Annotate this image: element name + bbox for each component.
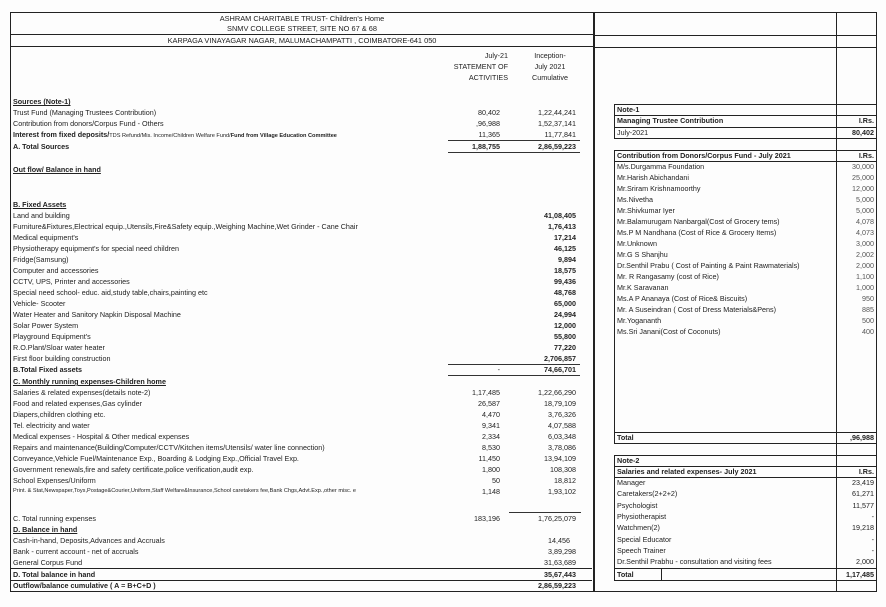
note1-title xyxy=(614,104,877,115)
donor-name: Mr.Unknown xyxy=(617,239,657,248)
row-label: R.O.Plant/Sloar water heater xyxy=(13,343,105,352)
donors-heading-row xyxy=(614,150,877,161)
note-heading: Managing Trustee Contribution xyxy=(617,116,724,125)
donor-name: Mr.Balamurugam Nanbargal(Cost of Grocery tems) xyxy=(617,217,780,226)
donor-name: Mr.Sriram Krishnamoorthy xyxy=(617,184,701,193)
salary-row xyxy=(614,477,877,488)
salary-role: Watchmen(2) xyxy=(617,523,660,533)
table-row xyxy=(13,129,591,140)
table-row xyxy=(13,464,591,475)
salary-row xyxy=(614,556,877,567)
row-value-cumulative: 3,78,086 xyxy=(548,443,576,452)
row-label: Trust Fund (Managing Trustees Contribution) xyxy=(13,108,157,117)
row-label: B.Total Fixed assets xyxy=(13,365,82,374)
row-value-cumulative: 99,436 xyxy=(554,277,576,286)
salary-role: Manager xyxy=(617,478,646,487)
donor-amount: 4,073 xyxy=(856,228,874,237)
row-value-cumulative: 1,76,413 xyxy=(548,222,576,231)
table-row xyxy=(13,557,591,568)
row-value-month: 2,334 xyxy=(482,432,500,441)
row-value-cumulative: 1,93,102 xyxy=(548,487,576,496)
row-value-cumulative: 3,76,326 xyxy=(548,410,576,419)
row-value-cumulative: 13,94,109 xyxy=(544,454,576,463)
donor-amount: 12,000 xyxy=(852,184,874,193)
row-label: Government renewals,fire and safety certificate,police verification,audit exp. xyxy=(13,465,254,474)
section-title: Out flow/ Balance in hand xyxy=(13,165,101,174)
total-rule xyxy=(448,152,580,153)
notes-divider xyxy=(594,47,877,48)
donor-row xyxy=(614,315,877,326)
notes-divider xyxy=(594,35,877,36)
row-value: 1,17,485 xyxy=(846,570,874,579)
donor-row xyxy=(614,161,877,172)
row-value-cumulative: 55,800 xyxy=(554,332,576,341)
row-value-month: 50 xyxy=(492,476,500,485)
row-label: Outflow/balance cumulative ( A = B+C+D ) xyxy=(13,581,156,590)
donor-row xyxy=(614,282,877,293)
donor-amount: 25,000 xyxy=(852,173,874,182)
row-value-cumulative: 18,575 xyxy=(554,266,576,275)
row-value: ,96,988 xyxy=(850,433,874,442)
note2-title xyxy=(614,455,877,466)
note1-heading-row xyxy=(614,115,877,126)
row-label: Conveyance,Vehicle Fuel/Maintenance Exp., Boarding & Lodging Exp.,Official Travel Exp. xyxy=(13,454,299,463)
row-value-cumulative: 1,76,25,079 xyxy=(538,514,576,523)
row-value-cumulative: 41,08,405 xyxy=(544,211,576,220)
row-value-month: 11,450 xyxy=(478,454,500,463)
section-title-fixed-assets xyxy=(13,199,591,210)
row-label: Total xyxy=(617,433,634,442)
unit-label: I.Rs. xyxy=(858,467,874,476)
table-row xyxy=(13,398,591,409)
section-title: Sources (Note-1) xyxy=(13,97,71,106)
section-title: D. Balance in hand xyxy=(13,525,78,534)
donor-name: Mr.G S Shanjhu xyxy=(617,250,668,259)
salary-amount: 23,419 xyxy=(852,478,874,487)
donor-amount: 500 xyxy=(862,316,874,325)
donor-amount: 4,078 xyxy=(856,217,874,226)
row-value-cumulative: 1,52,37,141 xyxy=(538,119,576,128)
row-value-cumulative: 2,86,59,223 xyxy=(538,581,576,590)
donor-row xyxy=(614,172,877,183)
row-label: Salaries & related expenses(details note-2) xyxy=(13,388,151,397)
row-label: Vehicle- Scooter xyxy=(13,299,66,308)
salary-amount: 11,577 xyxy=(852,500,874,510)
row-label: Print. & Stat,Newspaper,Toys,Postage&Courier,Uniform,Staff Welfare&Insurance,School caretakers fee,Bank Chgs,Advt.Exp.,other misc. e xyxy=(13,488,357,494)
donor-row xyxy=(614,249,877,260)
salary-amount: - xyxy=(871,534,874,544)
table-row xyxy=(13,535,591,546)
table-row xyxy=(13,387,591,398)
table-row-total xyxy=(13,364,591,375)
table-row xyxy=(13,221,591,232)
donor-row xyxy=(614,326,877,337)
row-label-small: TDS Refund/Mis. Income/Children Welfare Fund/ xyxy=(109,133,231,139)
table-row xyxy=(13,276,591,287)
salary-amount: - xyxy=(871,511,874,521)
donor-row xyxy=(614,227,877,238)
table-row xyxy=(13,265,591,276)
section-title-sources xyxy=(13,96,591,107)
donor-name: Dr.Senthil Prabu ( Cost of Painting & Paint Rawmaterials) xyxy=(617,261,800,270)
row-value: 80,402 xyxy=(852,128,874,137)
section-title-outflow xyxy=(13,164,591,175)
donor-amount: 2,002 xyxy=(856,250,874,259)
row-label: A. Total Sources xyxy=(13,142,70,151)
row-label: CCTV, UPS, Printer and accessories xyxy=(13,277,130,286)
row-value-month: 1,17,485 xyxy=(472,388,500,397)
donor-name: M/s.Durgamma Foundation xyxy=(617,162,705,171)
column-header-month xyxy=(430,50,508,83)
donor-amount: 2,000 xyxy=(856,261,874,270)
table-row-total xyxy=(13,141,591,152)
donor-row xyxy=(614,194,877,205)
salary-role: Physiotherapist xyxy=(617,511,667,521)
donor-row xyxy=(614,260,877,271)
row-label: Land and building xyxy=(13,211,70,220)
donor-name: Mr. A Suseindran ( Cost of Dress Materials&Pens) xyxy=(617,305,776,314)
column-header-line: Cumulative xyxy=(532,73,568,82)
row-value-cumulative: 31,63,689 xyxy=(544,558,576,567)
donor-name: Ms.P M Nandhana (Cost of Rice & Grocery Items) xyxy=(617,228,777,237)
donor-row xyxy=(614,238,877,249)
note2-heading-row xyxy=(614,466,877,477)
row-value-cumulative: 2,706,857 xyxy=(544,354,576,363)
donor-amount: 400 xyxy=(862,327,874,336)
salary-row xyxy=(614,522,877,533)
column-header-line: July 2021 xyxy=(534,62,566,71)
section-title: C. Monthly running expenses-Children home xyxy=(13,377,166,386)
row-value-cumulative: 74,66,701 xyxy=(544,365,576,374)
salary-row xyxy=(614,488,877,499)
donor-row xyxy=(614,293,877,304)
table-row-total xyxy=(13,513,591,524)
row-value-cumulative: 6,03,348 xyxy=(548,432,576,441)
row-label: Contribution from donors/Corpus Fund - Others xyxy=(13,119,164,128)
row-label: School Expenses/Uniform xyxy=(13,476,96,485)
donor-row xyxy=(614,205,877,216)
table-row-total-text xyxy=(13,569,591,580)
row-value-cumulative: 35,67,443 xyxy=(544,570,576,579)
donor-name: Ms.Sri Janani(Cost of Coconuts) xyxy=(617,327,721,336)
table-row xyxy=(13,118,591,129)
donor-name: Mr. R Rangasamy (cost of Rice) xyxy=(617,272,719,281)
statement-subheader xyxy=(10,35,594,47)
row-value-month: ,96,988 xyxy=(476,119,500,128)
row-label: July-2021 xyxy=(617,128,649,137)
row-value-month: 26,587 xyxy=(478,399,500,408)
table-row-grand-total-text xyxy=(13,580,591,591)
salary-role: Speech Trainer xyxy=(617,545,666,555)
column-header-line: ACTIVITIES xyxy=(468,73,508,82)
row-value-month: 183,196 xyxy=(474,514,500,523)
table-row xyxy=(13,331,591,342)
note-title: Note-1 xyxy=(617,105,640,114)
row-value-cumulative: 17,214 xyxy=(554,233,576,242)
column-header-line: Inception- xyxy=(534,51,566,60)
table-row xyxy=(13,287,591,298)
table-row xyxy=(13,298,591,309)
donor-row xyxy=(614,304,877,315)
note-heading: Contribution from Donors/Corpus Fund - July 2021 xyxy=(617,151,791,160)
row-label: Medical expenses - Hospital & Other medical expenses xyxy=(13,432,190,441)
donor-row xyxy=(614,216,877,227)
row-value-month: 4,470 xyxy=(482,410,500,419)
row-label: Food and related expenses,Gas cylinder xyxy=(13,399,143,408)
row-value-cumulative: 1,22,66,290 xyxy=(538,388,576,397)
table-row xyxy=(13,409,591,420)
table-row xyxy=(13,546,591,557)
table-row xyxy=(13,107,591,118)
row-label: Computer and accessories xyxy=(13,266,99,275)
row-value-month: 80,402 xyxy=(478,108,500,117)
donor-name: Mr.K Saravanan xyxy=(617,283,669,292)
row-label-small-bold: Fund from Village Education Committee xyxy=(230,133,337,139)
salary-role: Special Educator xyxy=(617,534,672,544)
donor-name: Ms.Nivetha xyxy=(617,195,653,204)
row-value-cumulative: 65,000 xyxy=(554,299,576,308)
donor-amount: 1,100 xyxy=(856,272,874,281)
column-header-line: STATEMENT OF xyxy=(453,62,508,71)
section-title: B. Fixed Assets xyxy=(13,200,67,209)
column-header-line: July-21 xyxy=(484,51,508,60)
row-label: First floor building construction xyxy=(13,354,111,363)
row-label: Playground Equipment's xyxy=(13,332,91,341)
row-value-cumulative: 108,308 xyxy=(550,465,576,474)
subtotal-rule xyxy=(509,512,581,513)
note1-row xyxy=(614,127,877,138)
note2-total-row xyxy=(614,569,877,580)
donor-name: Mr.Shivkumar Iyer xyxy=(617,206,675,215)
row-value-month: 9,341 xyxy=(482,421,500,430)
row-label: Fridge(Samsung) xyxy=(13,255,69,264)
row-value-cumulative: 11,77,841 xyxy=(544,130,576,139)
donor-amount: 5,000 xyxy=(856,206,874,215)
salary-role: Caretakers(2+2+2) xyxy=(617,489,678,499)
note-heading: Salaries and related expenses- July 2021 xyxy=(617,467,757,476)
column-header-cumulative xyxy=(520,50,580,83)
row-value-cumulative: 48,768 xyxy=(554,288,576,297)
donor-row xyxy=(614,183,877,194)
donor-row xyxy=(614,271,877,282)
table-row xyxy=(13,353,591,364)
row-value-cumulative: 1,22,44,241 xyxy=(538,108,576,117)
org-address-line1: SNMV COLLEGE STREET, SITE NO 67 & 68 xyxy=(227,24,377,33)
table-row xyxy=(13,210,591,221)
org-address-line2: KARPAGA VINAYAGAR NAGAR, MALUMACHAMPATTI , COIMBATORE-641 050 xyxy=(167,36,437,45)
table-row xyxy=(13,475,591,486)
row-label: Physiotherapy equipment's for special need children xyxy=(13,244,179,253)
donor-amount: 885 xyxy=(862,305,874,314)
row-value-cumulative: 12,000 xyxy=(554,321,576,330)
row-value-cumulative: 4,07,588 xyxy=(548,421,576,430)
donor-amount: 950 xyxy=(862,294,874,303)
row-label: Furniture&Fixtures,Electrical equip.,Utensils,Fire&Safety equip.,Weighing Machine,Wet Grinder - Cane Chair xyxy=(13,222,358,231)
table-row xyxy=(13,486,591,497)
table-row xyxy=(13,420,591,431)
statement-header xyxy=(10,12,594,35)
donor-amount: 5,000 xyxy=(856,195,874,204)
row-value-cumulative: 2,86,59,223 xyxy=(538,142,576,151)
row-value-month: - xyxy=(497,365,500,374)
org-name: ASHRAM CHARITABLE TRUST- Children's Home xyxy=(219,14,385,23)
row-label: Cash-in-hand, Deposits,Advances and Accruals xyxy=(13,536,165,545)
row-label: Special need school- educ. aid,study table,chairs,painting etc xyxy=(13,288,208,297)
row-label: Total xyxy=(617,570,634,579)
row-value-cumulative: 24,994 xyxy=(554,310,576,319)
row-value-cumulative: 77,220 xyxy=(554,343,576,352)
unit-label: I.Rs. xyxy=(858,151,874,160)
salary-amount: 61,271 xyxy=(852,489,874,499)
table-row xyxy=(13,254,591,265)
salary-role: Dr.Senthil Prabhu - consultation and visiting fees xyxy=(617,557,772,567)
section-title-running-expenses xyxy=(13,376,591,387)
row-label-bold: Interest from fixed deposits/ xyxy=(13,130,110,139)
row-label: Medical equipment's xyxy=(13,233,79,242)
salary-row xyxy=(614,534,877,545)
table-row xyxy=(13,342,591,353)
note-title: Note-2 xyxy=(617,456,640,465)
row-value-month: 8,530 xyxy=(482,443,500,452)
row-label: D. Total balance in hand xyxy=(13,570,96,579)
donor-amount: 1,000 xyxy=(856,283,874,292)
row-value-cumulative: 3,89,298 xyxy=(548,547,576,556)
row-value-cumulative: 9,894 xyxy=(558,255,576,264)
unit-label: I.Rs. xyxy=(858,116,874,125)
salary-row xyxy=(614,511,877,522)
row-label: General Corpus Fund xyxy=(13,558,83,567)
donors-total-row xyxy=(614,432,877,443)
row-value-month: 1,800 xyxy=(482,465,500,474)
table-row xyxy=(13,309,591,320)
row-label: Bank - current account - net of accruals xyxy=(13,547,139,556)
donor-amount: 3,000 xyxy=(856,239,874,248)
row-label: Repairs and maintenance(Building/Computer/CCTV/Kitchen items/Utensils/ water line connection) xyxy=(13,443,325,452)
table-row xyxy=(13,431,591,442)
salary-amount: 19,218 xyxy=(852,523,874,533)
salary-row xyxy=(614,500,877,511)
table-row xyxy=(13,232,591,243)
row-value-cumulative: 18,79,109 xyxy=(544,399,576,408)
donor-amount: 30,000 xyxy=(852,162,874,171)
row-value-month: 11,365 xyxy=(478,130,500,139)
salary-amount: 2,000 xyxy=(856,557,874,567)
row-value-month: 1,148 xyxy=(482,487,500,496)
row-value-month: 1,88,755 xyxy=(472,142,500,151)
row-value-cumulative: 14,456 xyxy=(548,536,570,545)
row-label: Water Heater and Sanitory Napkin Disposal Machine xyxy=(13,310,181,319)
table-row xyxy=(13,453,591,464)
row-label: Solar Power System xyxy=(13,321,79,330)
row-value-cumulative: 46,125 xyxy=(554,244,576,253)
table-row xyxy=(13,442,591,453)
donor-name: Mr.Yogananth xyxy=(617,316,662,325)
donor-name: Mr.Harish Abichandani xyxy=(617,173,689,182)
row-label: C. Total running expenses xyxy=(13,514,96,523)
salary-role: Psychologist xyxy=(617,500,658,510)
salary-row xyxy=(614,545,877,556)
table-row xyxy=(13,243,591,254)
table-row xyxy=(13,320,591,331)
section-title-balance xyxy=(13,524,591,535)
donor-name: Ms.A P Ananaya (Cost of Rice& Biscuits) xyxy=(617,294,748,303)
salary-amount: - xyxy=(871,545,874,555)
row-label: Tel. electricity and water xyxy=(13,421,90,430)
row-label: Diapers,children clothing etc. xyxy=(13,410,106,419)
row-value-cumulative: 18,812 xyxy=(554,476,576,485)
